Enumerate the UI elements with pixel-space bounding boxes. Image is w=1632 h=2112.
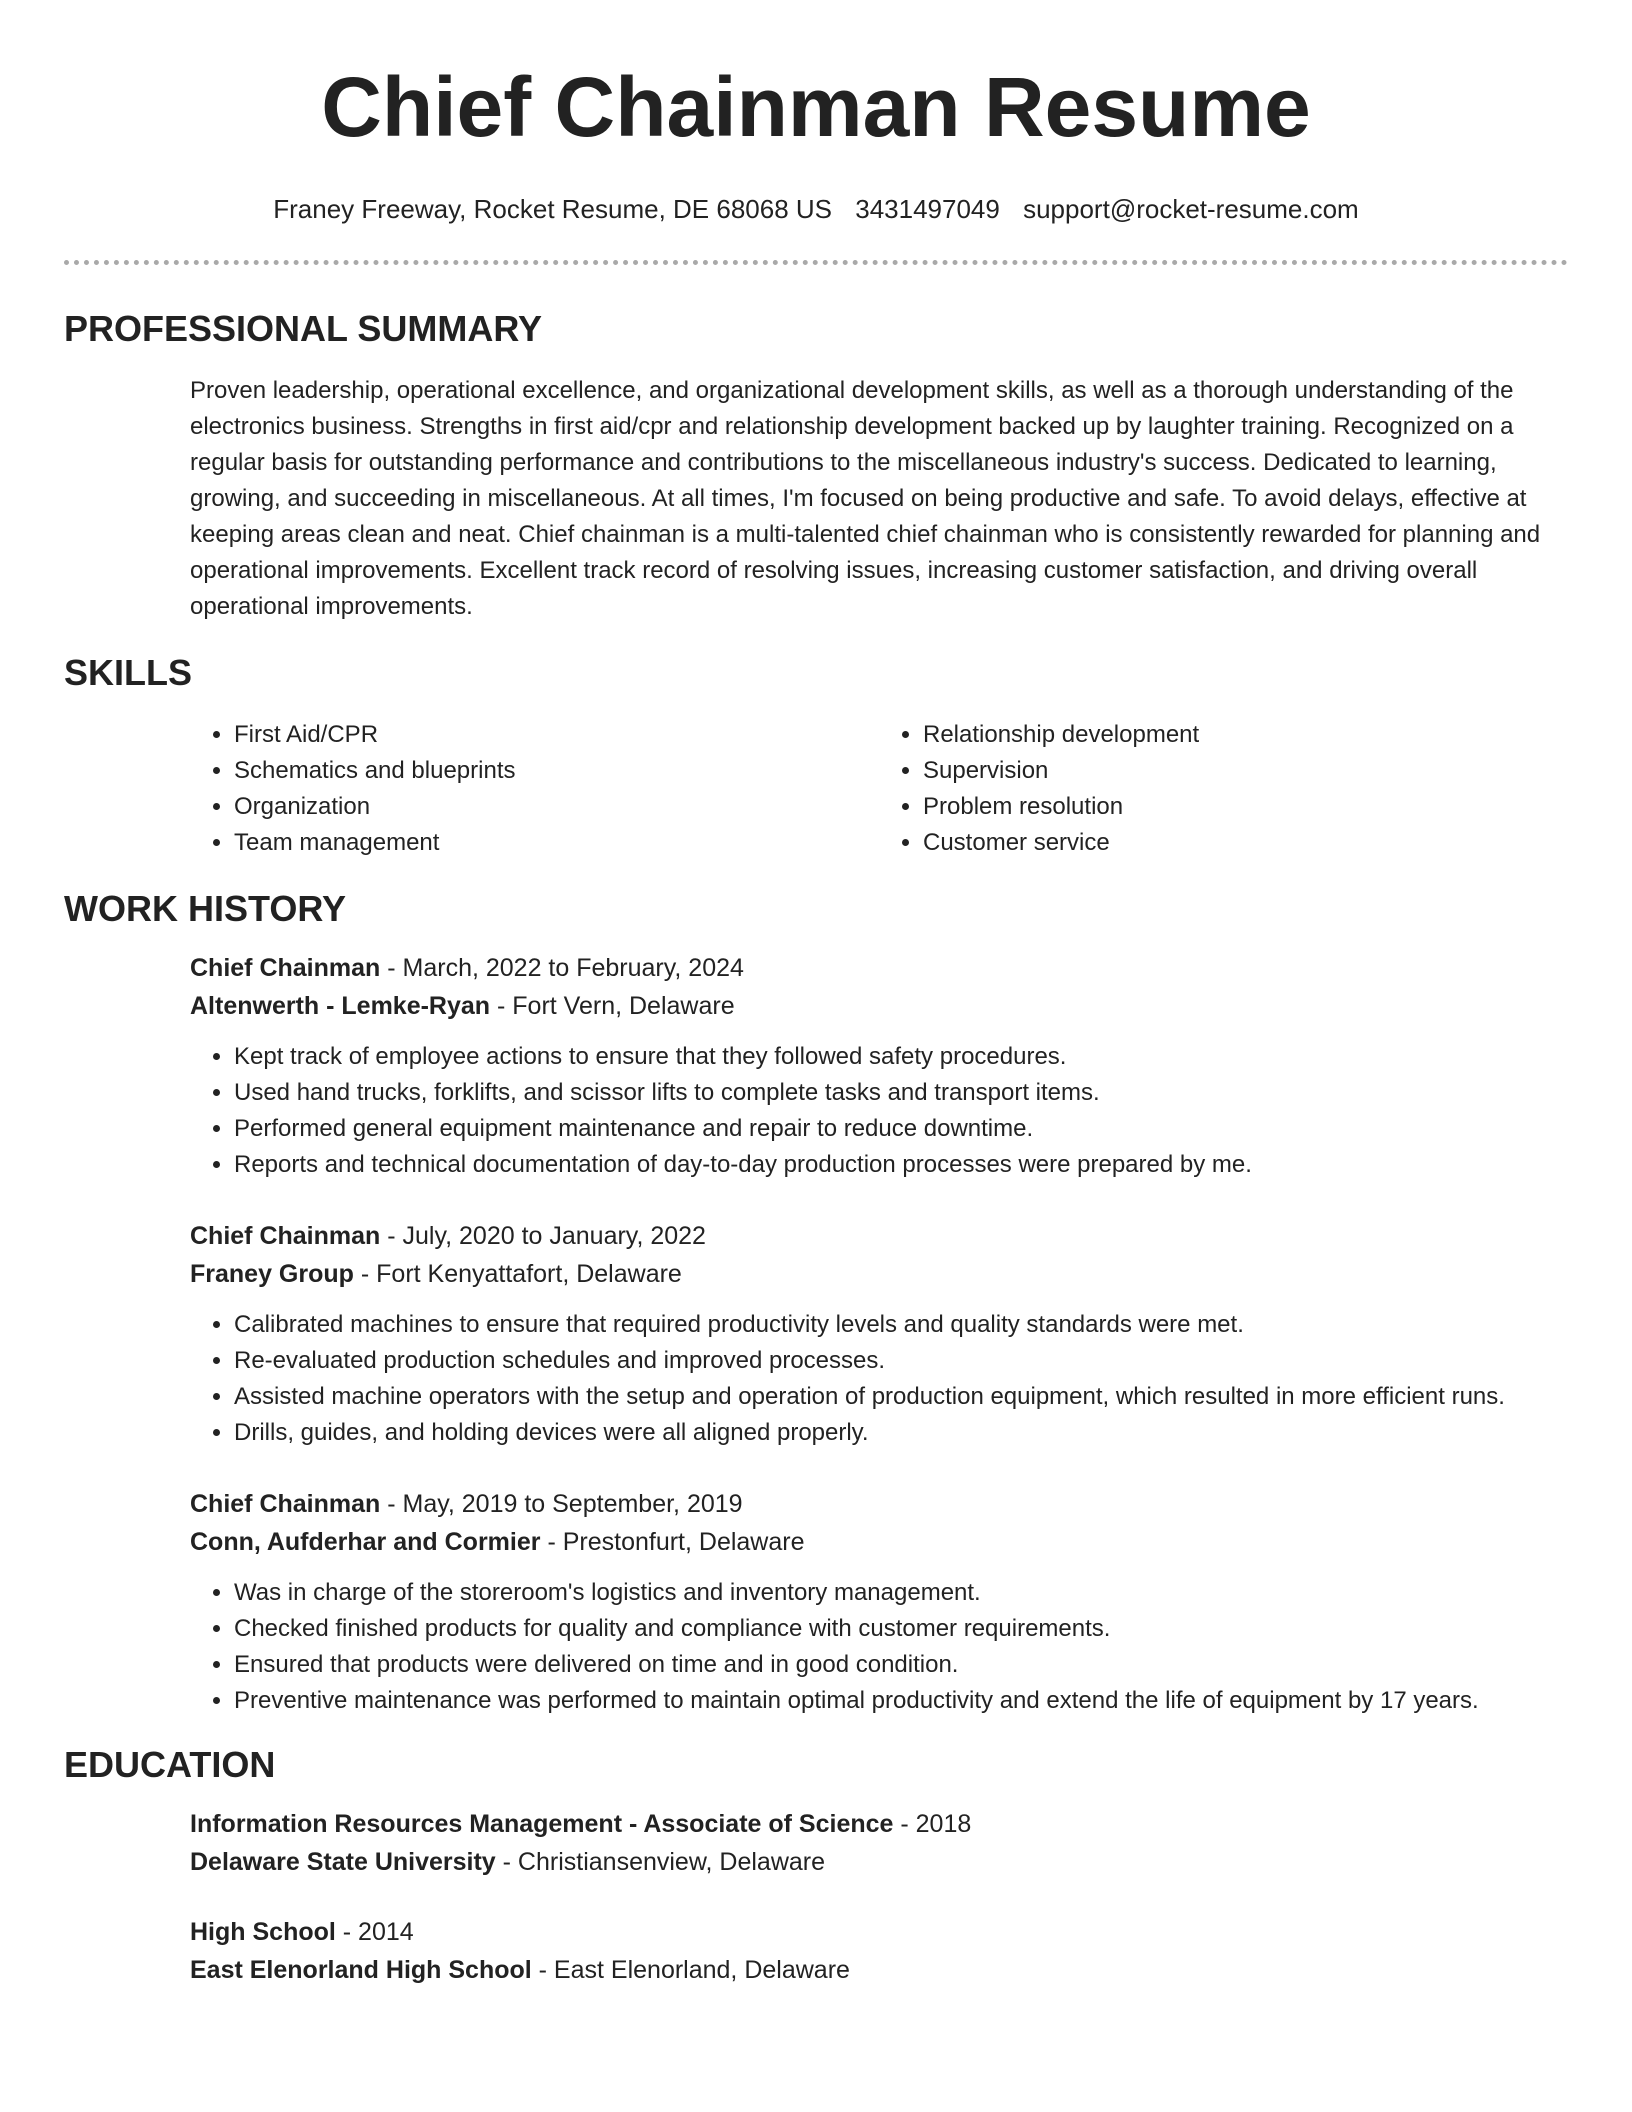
job-duty: • Checked finished products for quality and compliance with customer requirements. [234, 1611, 1568, 1647]
job-role: Chief Chainman [190, 1490, 381, 1518]
job-dates: - May, 2019 to September, 2019 [380, 1490, 743, 1518]
job-company-line [190, 1523, 1568, 1561]
job-duty: • Reports and technical documentation of day-to-day production processes were prepared by me. [234, 1147, 1568, 1183]
job-location: - Prestonfurt, Delaware [540, 1528, 805, 1556]
skill-item: • Schematics and blueprints [234, 753, 879, 789]
summary-text: Proven leadership, operational excellence, and organizational development skills, as well as a thorough understanding of the electronics business. Strengths in first aid/cpr and relationship development backed up by laughter training. Recognized on a regular basis for outstanding performance and contributions to the miscellaneous industry's success. Dedicated to learning, growing, and succeeding in miscellaneous. At all times, I'm focused on being productive and safe. To avoid delays, effective at keeping areas clean and neat. Chief chainman is a multi-talented chief chainman who is consistently rewarded for planning and operational improvements. Excellent track record of resolving issues, increasing customer satisfaction, and driving overall operational improvements. [190, 377, 1541, 620]
job-list [64, 949, 1568, 1719]
skill-item: • Relationship development [923, 717, 1568, 753]
job-title-line [190, 1485, 1568, 1523]
skill-item: • First Aid/CPR [234, 717, 879, 753]
skill-item: • Customer service [923, 825, 1568, 861]
education-location: - Christiansenview, Delaware [495, 1848, 825, 1876]
job-company-line [190, 987, 1568, 1025]
job-duty: • Was in charge of the storeroom's logistics and inventory management. [234, 1575, 1568, 1611]
skill-item: • Problem resolution [923, 789, 1568, 825]
job-title-line [190, 949, 1568, 987]
job-location: - Fort Kenyattafort, Delaware [353, 1260, 682, 1288]
job-role: Chief Chainman [190, 954, 381, 982]
education-degree: Information Resources Management - Associate of Science [190, 1810, 894, 1838]
job-title-line [190, 1217, 1568, 1255]
education-school-line [190, 1843, 1568, 1881]
education-school: Delaware State University [190, 1848, 496, 1876]
education-year: - 2018 [893, 1810, 972, 1838]
education-degree-line [190, 1913, 1568, 1951]
job-duty: • Drills, guides, and holding devices were all aligned properly. [234, 1415, 1568, 1451]
job-duty: • Calibrated machines to ensure that required productivity levels and quality standards were met. [234, 1307, 1568, 1343]
job-duty: • Performed general equipment maintenance and repair to reduce downtime. [234, 1111, 1568, 1147]
skills-column-right [879, 717, 1568, 861]
skills-heading: SKILLS [64, 652, 193, 693]
job-company: Altenwerth - Lemke-Ryan [190, 992, 491, 1020]
job-entry [190, 1485, 1568, 1719]
education-school: East Elenorland High School [190, 1956, 532, 1984]
job-location: - Fort Vern, Delaware [490, 992, 735, 1020]
job-company-line [190, 1255, 1568, 1293]
job-entry [190, 949, 1568, 1183]
skill-item: • Team management [234, 825, 879, 861]
education-entry [190, 1913, 1568, 1989]
job-role: Chief Chainman [190, 1222, 381, 1250]
skill-item: • Organization [234, 789, 879, 825]
job-company: Conn, Aufderhar and Cormier [190, 1528, 541, 1556]
education-degree-line [190, 1805, 1568, 1843]
contact-email: support@rocket-resume.com [1023, 194, 1359, 224]
education-year: - 2014 [335, 1918, 414, 1946]
job-dates: - July, 2020 to January, 2022 [380, 1222, 706, 1250]
job-dates: - March, 2022 to February, 2024 [380, 954, 744, 982]
skills-column-left [190, 717, 879, 861]
work-history-section [64, 887, 1568, 1719]
resume-title: Chief Chainman Resume [321, 60, 1311, 154]
job-duty: • Preventive maintenance was performed to maintain optimal productivity and extend the life of equipment by 17 years. [234, 1683, 1568, 1719]
education-school-line [190, 1951, 1568, 1989]
job-duties [190, 1039, 1568, 1183]
skill-item: • Supervision [923, 753, 1568, 789]
skills-list [64, 717, 1568, 861]
contact-line [64, 192, 1568, 226]
education-entry [190, 1805, 1568, 1881]
contact-address: Franey Freeway, Rocket Resume, DE 68068 US [273, 194, 833, 224]
summary-heading: PROFESSIONAL SUMMARY [64, 308, 543, 349]
job-company: Franey Group [190, 1260, 354, 1288]
job-duty: • Assisted machine operators with the setup and operation of production equipment, which resulted in more efficient runs. [234, 1379, 1568, 1415]
contact-phone: 3431497049 [855, 194, 1000, 224]
education-list [64, 1805, 1568, 1989]
job-duties [190, 1307, 1568, 1451]
header-divider [64, 260, 1568, 265]
education-heading: EDUCATION [64, 1744, 276, 1785]
education-degree: High School [190, 1918, 336, 1946]
skills-section [64, 651, 1568, 861]
job-duty: • Ensured that products were delivered on time and in good condition. [234, 1647, 1568, 1683]
job-duty: • Re-evaluated production schedules and improved processes. [234, 1343, 1568, 1379]
job-entry [190, 1217, 1568, 1451]
education-location: - East Elenorland, Delaware [531, 1956, 850, 1984]
work-history-heading: WORK HISTORY [64, 888, 347, 929]
job-duty: • Used hand trucks, forklifts, and scissor lifts to complete tasks and transport items. [234, 1075, 1568, 1111]
job-duty: • Kept track of employee actions to ensure that they followed safety procedures. [234, 1039, 1568, 1075]
education-section [64, 1743, 1568, 1989]
summary-section [64, 307, 1568, 625]
job-duties [190, 1575, 1568, 1719]
